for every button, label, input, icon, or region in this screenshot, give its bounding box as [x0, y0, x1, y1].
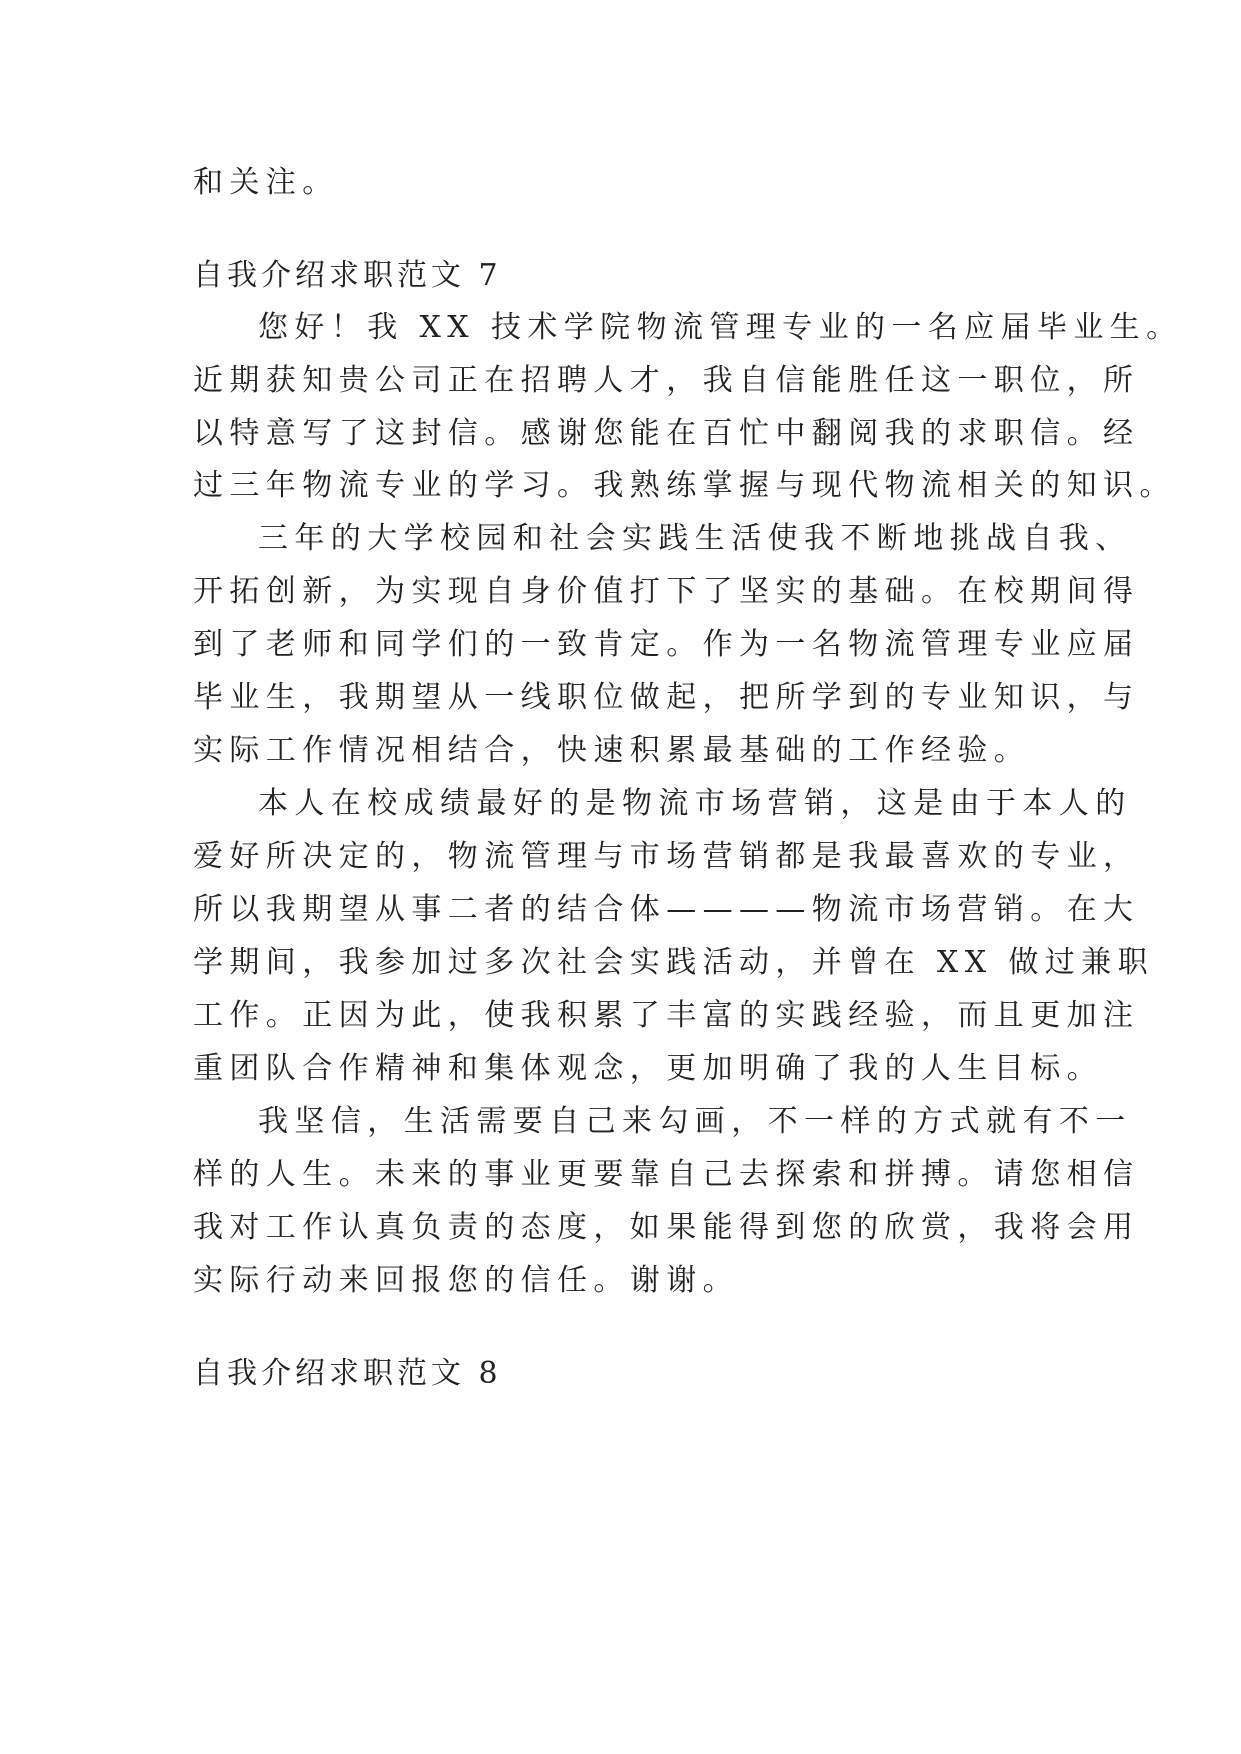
paragraph-line: 毕业生，我期望从一线职位做起，把所学到的专业知识，与 [193, 680, 1140, 715]
paragraph-line: 所以我期望从事二者的结合体————物流市场营销。在大 [193, 892, 1140, 927]
section-8-title: 自我介绍求职范文 8 [193, 1356, 502, 1391]
paragraph-line: 我对工作认真负责的态度，如果能得到您的欣赏，我将会用 [193, 1210, 1140, 1245]
paragraph-line: 样的人生。未来的事业更要靠自己去探索和拼搏。请您相信 [193, 1157, 1140, 1192]
paragraph-line: 本人在校成绩最好的是物流市场营销，这是由于本人的 [258, 786, 1132, 821]
paragraph-line: 到了老师和同学们的一致肯定。作为一名物流管理专业应届 [193, 627, 1140, 662]
paragraph-line: 您好！我 XX 技术学院物流管理专业的一名应届毕业生。 [258, 310, 1183, 345]
paragraph-line: 重团队合作精神和集体观念，更加明确了我的人生目标。 [193, 1051, 1103, 1086]
paragraph-line: 近期获知贵公司正在招聘人才，我自信能胜任这一职位，所 [193, 363, 1140, 398]
paragraph-line: 我坚信，生活需要自己来勾画，不一样的方式就有不一 [258, 1104, 1132, 1139]
paragraph-line: 爱好所决定的，物流管理与市场营销都是我最喜欢的专业， [193, 839, 1140, 874]
paragraph-line: 实际行动来回报您的信任。谢谢。 [193, 1263, 739, 1298]
paragraph-line: 过三年物流专业的学习。我熟练掌握与现代物流相关的知识。 [193, 468, 1176, 503]
paragraph-line: 开拓创新，为实现自身价值打下了坚实的基础。在校期间得 [193, 574, 1140, 609]
paragraph-line: 三年的大学校园和社会实践生活使我不断地挑战自我、 [258, 521, 1132, 556]
paragraph-line: 实际工作情况相结合，快速积累最基础的工作经验。 [193, 733, 1031, 768]
paragraph-line: 工作。正因为此，使我积累了丰富的实践经验，而且更加注 [193, 998, 1140, 1033]
section-7-title: 自我介绍求职范文 7 [193, 258, 502, 293]
continuation-line: 和关注。 [193, 165, 339, 200]
paragraph-line: 学期间，我参加过多次社会实践活动，并曾在 XX 做过兼职 [193, 945, 1154, 980]
paragraph-line: 以特意写了这封信。感谢您能在百忙中翻阅我的求职信。经 [193, 416, 1140, 451]
